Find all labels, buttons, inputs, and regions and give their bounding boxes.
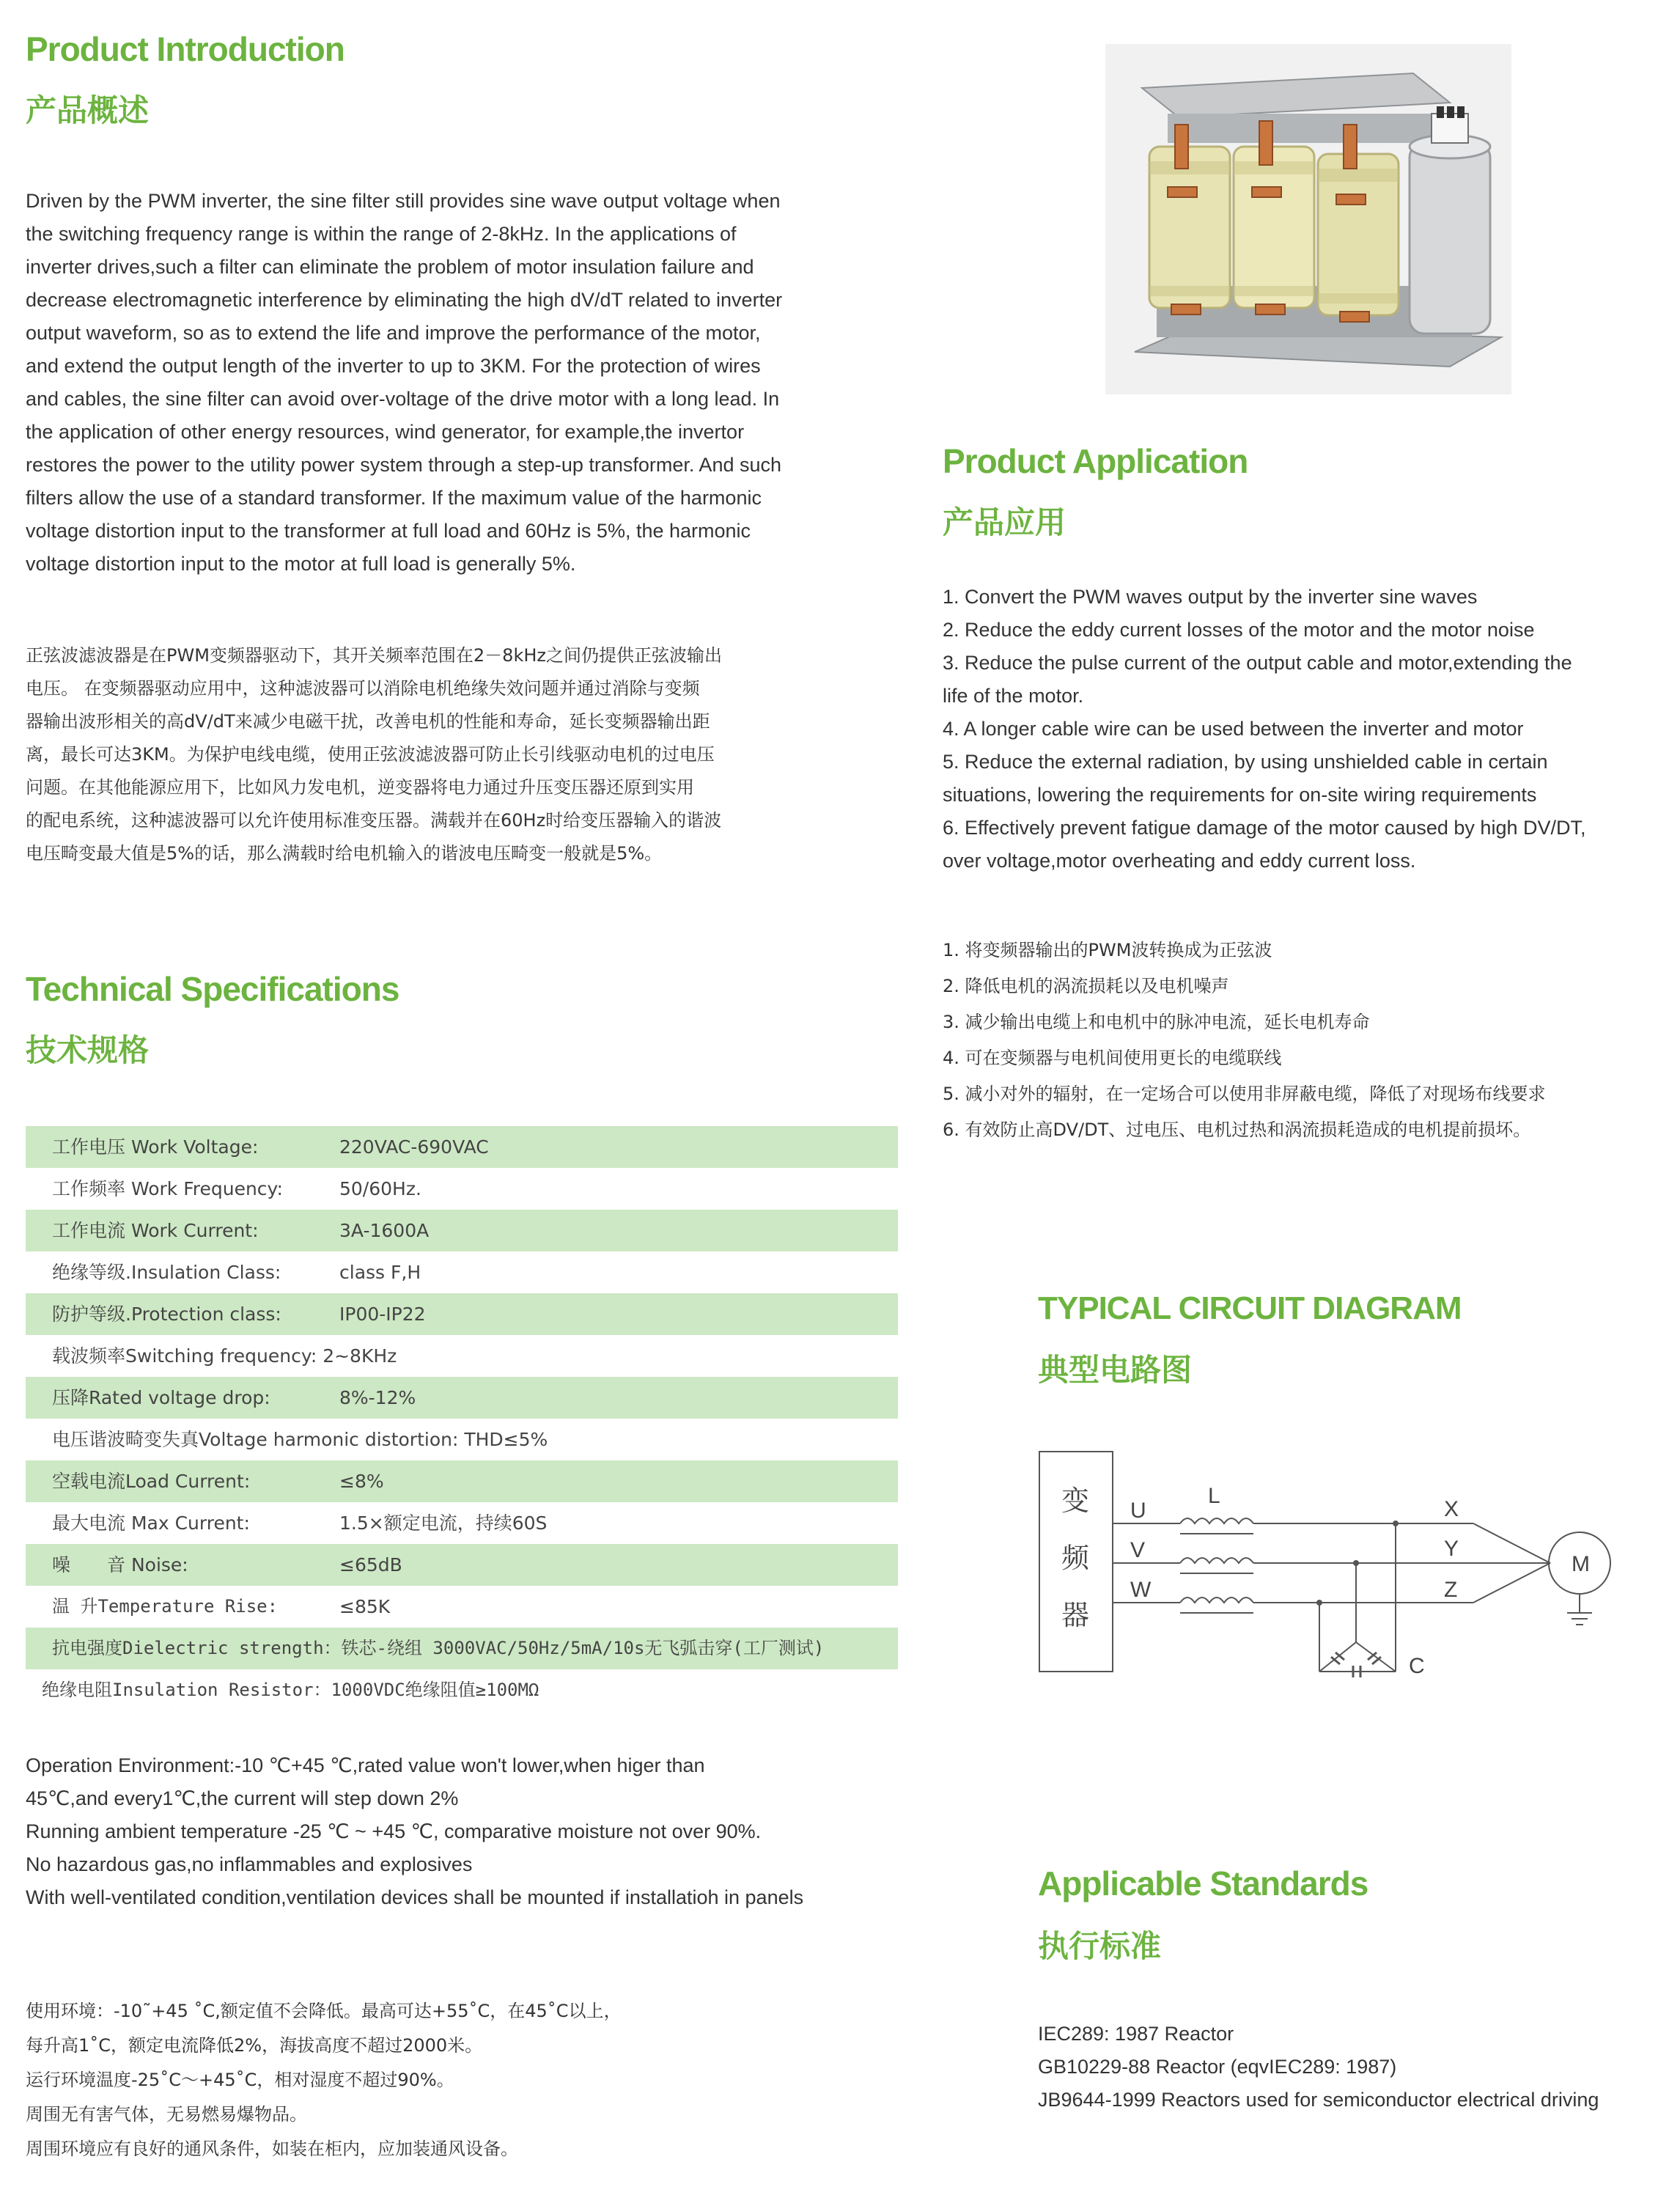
application-cn-item: 6. 有效防止高DV/DT、过电压、电机过热和涡流损耗造成的电机提前损坏。 <box>943 1119 1531 1140</box>
intro-line: output waveform, so as to extend the life and improve the performance of the motor, <box>26 322 761 344</box>
application-list-en <box>943 581 1661 878</box>
spec-label: 压降Rated voltage drop: <box>52 1387 270 1408</box>
spec-value: 220VAC-690VAC <box>339 1136 489 1158</box>
application-cn-item: 2. 降低电机的涡流损耗以及电机噪声 <box>943 976 1229 996</box>
spec-value: ≤65dB <box>339 1554 402 1576</box>
intro-cn-line: 电压畸变最大值是5%的话，那么满载时给电机输入的谐波电压畸变一般就是5%。 <box>26 843 663 864</box>
intro-title-cn: 产品概述 <box>26 92 150 128</box>
application-cn-item: 5. 减小对外的辐射，在一定场合可以使用非屏蔽电缆，降低了对现场布线要求 <box>943 1084 1546 1104</box>
spec-row <box>26 1586 898 1628</box>
environment-cn-line: 使用环境：-10˜+45 ˚C,额定值不会降低。最高可达+55˚C，在45˚C以上， <box>26 2001 622 2021</box>
application-item: situations, lowering the requirements for on-site wiring requirements <box>943 784 1537 806</box>
spec-row <box>26 1293 898 1335</box>
output-label: Z <box>1444 1578 1458 1602</box>
spec-full: 抗电强度Dielectric strength：铁芯-绕组 3000VAC/50Hz/5mA/10s无飞弧击穿(工厂测试) <box>52 1638 825 1658</box>
spec-value: class F,H <box>339 1262 421 1283</box>
environment-line: Running ambient temperature -25 ℃ ~ +45 ℃, comparative moisture not over 90%. <box>26 1820 762 1842</box>
spec-label: 工作频率 Work Frequency: <box>52 1178 283 1199</box>
intro-cn-line: 的配电系统，这种滤波器可以允许使用标准变压器。满载并在60Hz时给变压器输入的谐波 <box>26 810 722 831</box>
application-list-cn <box>943 933 1668 1148</box>
inverter-label: 频 <box>1061 1542 1090 1574</box>
inverter-label: 变 <box>1061 1485 1090 1517</box>
spec-row <box>26 1669 898 1711</box>
environment-line: With well-ventilated condition,ventilation devices shall be mounted if installatioh in panels <box>26 1886 804 1908</box>
product-photo <box>1105 44 1511 394</box>
standard-item: GB10229-88 Reactor (eqvIEC289: 1987) <box>1038 2056 1397 2078</box>
specs-title-en: Technical Specifications <box>26 970 399 1008</box>
spec-value: 3A-1600A <box>339 1220 430 1241</box>
environment-cn-line: 周围无有害气体，无易燃易爆物品。 <box>26 2104 307 2125</box>
spec-label: 温 升Temperature Rise: <box>52 1596 279 1617</box>
standards-title-en: Applicable Standards <box>1038 1864 1368 1902</box>
spec-label: 防护等级.Protection class: <box>52 1304 281 1325</box>
intro-line: and cables, the sine filter can avoid over-voltage of the drive motor with a long lead. In <box>26 388 780 410</box>
spec-label: 工作电压 Work Voltage: <box>52 1136 259 1158</box>
application-item: 6. Effectively prevent fatigue damage of the motor caused by high DV/DT, <box>943 817 1586 839</box>
input-label: W <box>1130 1578 1152 1602</box>
spec-label: 空载电流Load Current: <box>52 1471 251 1492</box>
spec-full: 电压谐波畸变失真Voltage harmonic distortion: THD≤5% <box>52 1429 548 1450</box>
intro-line: the switching frequency range is within the range of 2-8kHz. In the applications of <box>26 223 737 245</box>
environment-cn-line: 周围环境应有良好的通风条件，如装在柜内，应加装通风设备。 <box>26 2139 518 2159</box>
application-item: over voltage,motor overheating and eddy current loss. <box>943 850 1416 872</box>
capacitor-label: C <box>1409 1654 1425 1678</box>
spec-row <box>26 1419 898 1460</box>
circuit-diagram <box>1034 1437 1649 1716</box>
spec-row <box>26 1210 898 1251</box>
intro-line: inverter drives,such a filter can eliminate the problem of motor insulation failure and <box>26 256 754 278</box>
environment-cn-line: 运行环境温度-25˚C～+45˚C，相对湿度不超过90%。 <box>26 2070 454 2090</box>
circuit-title-cn: 典型电路图 <box>1038 1352 1193 1388</box>
spec-value: ≤8% <box>339 1471 384 1492</box>
environment-en <box>26 1749 920 1914</box>
application-cn-item: 1. 将变频器输出的PWM波转换成为正弦波 <box>943 940 1272 960</box>
spec-value: ≤85K <box>339 1596 391 1617</box>
application-item: 4. A longer cable wire can be used between the inverter and motor <box>943 718 1524 740</box>
output-label: X <box>1444 1497 1459 1521</box>
standards-title-cn: 执行标准 <box>1038 1928 1162 1964</box>
intro-title-en: Product Introduction <box>26 30 345 68</box>
application-title-en: Product Application <box>943 442 1248 480</box>
spec-label: 最大电流 Max Current: <box>52 1512 250 1534</box>
intro-cn-line: 问题。在其他能源应用下，比如风力发电机，逆变器将电力通过升压变压器还原到实用 <box>26 777 694 798</box>
spec-value: 8%-12% <box>339 1387 416 1408</box>
output-label: Y <box>1444 1537 1459 1561</box>
circuit-title-en: TYPICAL CIRCUIT DIAGRAM <box>1038 1290 1462 1326</box>
motor-label: M <box>1572 1552 1590 1576</box>
environment-cn <box>26 1994 920 2166</box>
intro-line: and extend the output length of the inverter to up to 3KM. For the protection of wires <box>26 355 761 377</box>
standard-item: JB9644-1999 Reactors used for semiconductor electrical driving <box>1038 2089 1599 2111</box>
spec-row <box>26 1628 898 1669</box>
intro-paragraph-en <box>26 185 920 581</box>
environment-cn-line: 每升高1˚C，额定电流降低2%，海拔高度不超过2000米。 <box>26 2035 483 2056</box>
application-item: 1. Convert the PWM waves output by the inverter sine waves <box>943 586 1478 608</box>
spec-row <box>26 1460 898 1502</box>
application-item: 3. Reduce the pulse current of the output cable and motor,extending the <box>943 652 1572 674</box>
spec-table <box>26 1126 898 1711</box>
spec-value: 1.5×额定电流，持续60S <box>339 1512 548 1534</box>
sine-filter-image <box>1105 44 1511 394</box>
spec-row <box>26 1502 898 1544</box>
spec-full: 载波频率Switching frequency: 2~8KHz <box>52 1345 397 1367</box>
spec-row <box>26 1377 898 1419</box>
application-item: life of the motor. <box>943 685 1084 707</box>
spec-value: 50/60Hz. <box>339 1178 421 1199</box>
input-label: V <box>1130 1538 1146 1562</box>
application-cn-item: 3. 减少输出电缆上和电机中的脉冲电流，延长电机寿命 <box>943 1012 1370 1032</box>
intro-cn-line: 器输出波形相关的高dV/dT来减少电磁干扰，改善电机的性能和寿命，延长变频器输出距 <box>26 711 710 732</box>
environment-line: Operation Environment:-10 ℃+45 ℃,rated value won't lower,when higer than <box>26 1754 705 1776</box>
input-label: U <box>1130 1499 1146 1523</box>
intro-cn-line: 正弦波滤波器是在PWM变频器驱动下，其开关频率范围在2－8kHz之间仍提供正弦波输出 <box>26 645 722 666</box>
application-title-cn: 产品应用 <box>943 504 1066 540</box>
intro-line: voltage distortion input to the transformer at full load and 60Hz is 5%, the harmonic <box>26 520 751 542</box>
application-item: 5. Reduce the external radiation, by using unshielded cable in certain <box>943 751 1548 773</box>
intro-cn-line: 离，最长可达3KM。为保护电线电缆，使用正弦波滤波器可防止长引线驱动电机的过电压 <box>26 744 715 765</box>
application-item: 2. Reduce the eddy current losses of the motor and the motor noise <box>943 619 1535 641</box>
inductor-u <box>1180 1518 1253 1523</box>
inductor-v <box>1180 1558 1253 1563</box>
intro-line: voltage distortion input to the motor at full load is generally 5%. <box>26 553 576 575</box>
environment-line: 45℃,and every1℃,the current will step down 2% <box>26 1787 459 1809</box>
standard-item: IEC289: 1987 Reactor <box>1038 2023 1234 2045</box>
spec-row <box>26 1335 898 1377</box>
intro-paragraph-cn <box>26 639 920 870</box>
spec-full: 绝缘电阻Insulation Resistor：1000VDC绝缘阻值≥100MΩ <box>42 1680 539 1700</box>
spec-row <box>26 1251 898 1293</box>
environment-line: No hazardous gas,no inflammables and explosives <box>26 1853 473 1875</box>
spec-row <box>26 1126 898 1168</box>
inductor-label: L <box>1208 1484 1220 1508</box>
application-cn-item: 4. 可在变频器与电机间使用更长的电缆联线 <box>943 1048 1282 1068</box>
intro-line: restores the power to the utility power system through a step-up transformer. And such <box>26 454 782 476</box>
circuit-svg <box>1034 1437 1649 1716</box>
intro-cn-line: 电压。 在变频器驱动应用中，这种滤波器可以消除电机绝缘失效问题并通过消除与变频 <box>26 678 700 699</box>
standards-list <box>1038 2018 1668 2117</box>
intro-line: the application of other energy resources, wind generator, for example,the invertor <box>26 421 745 443</box>
inverter-label: 器 <box>1061 1599 1090 1631</box>
inductor-w <box>1180 1597 1253 1603</box>
specs-title-cn: 技术规格 <box>26 1032 150 1068</box>
intro-line: decrease electromagnetic interference by eliminating the high dV/dT related to inverter <box>26 289 783 311</box>
spec-value: IP00-IP22 <box>339 1304 426 1325</box>
spec-row <box>26 1544 898 1586</box>
intro-line: filters allow the use of a standard transformer. If the maximum value of the harmonic <box>26 487 762 509</box>
spec-label: 噪 音 Noise: <box>52 1554 188 1576</box>
spec-label: 工作电流 Work Current: <box>52 1220 259 1241</box>
spec-label: 绝缘等级.Insulation Class: <box>52 1262 281 1283</box>
intro-line: Driven by the PWM inverter, the sine filter still provides sine wave output voltage when <box>26 190 781 212</box>
spec-row <box>26 1168 898 1210</box>
